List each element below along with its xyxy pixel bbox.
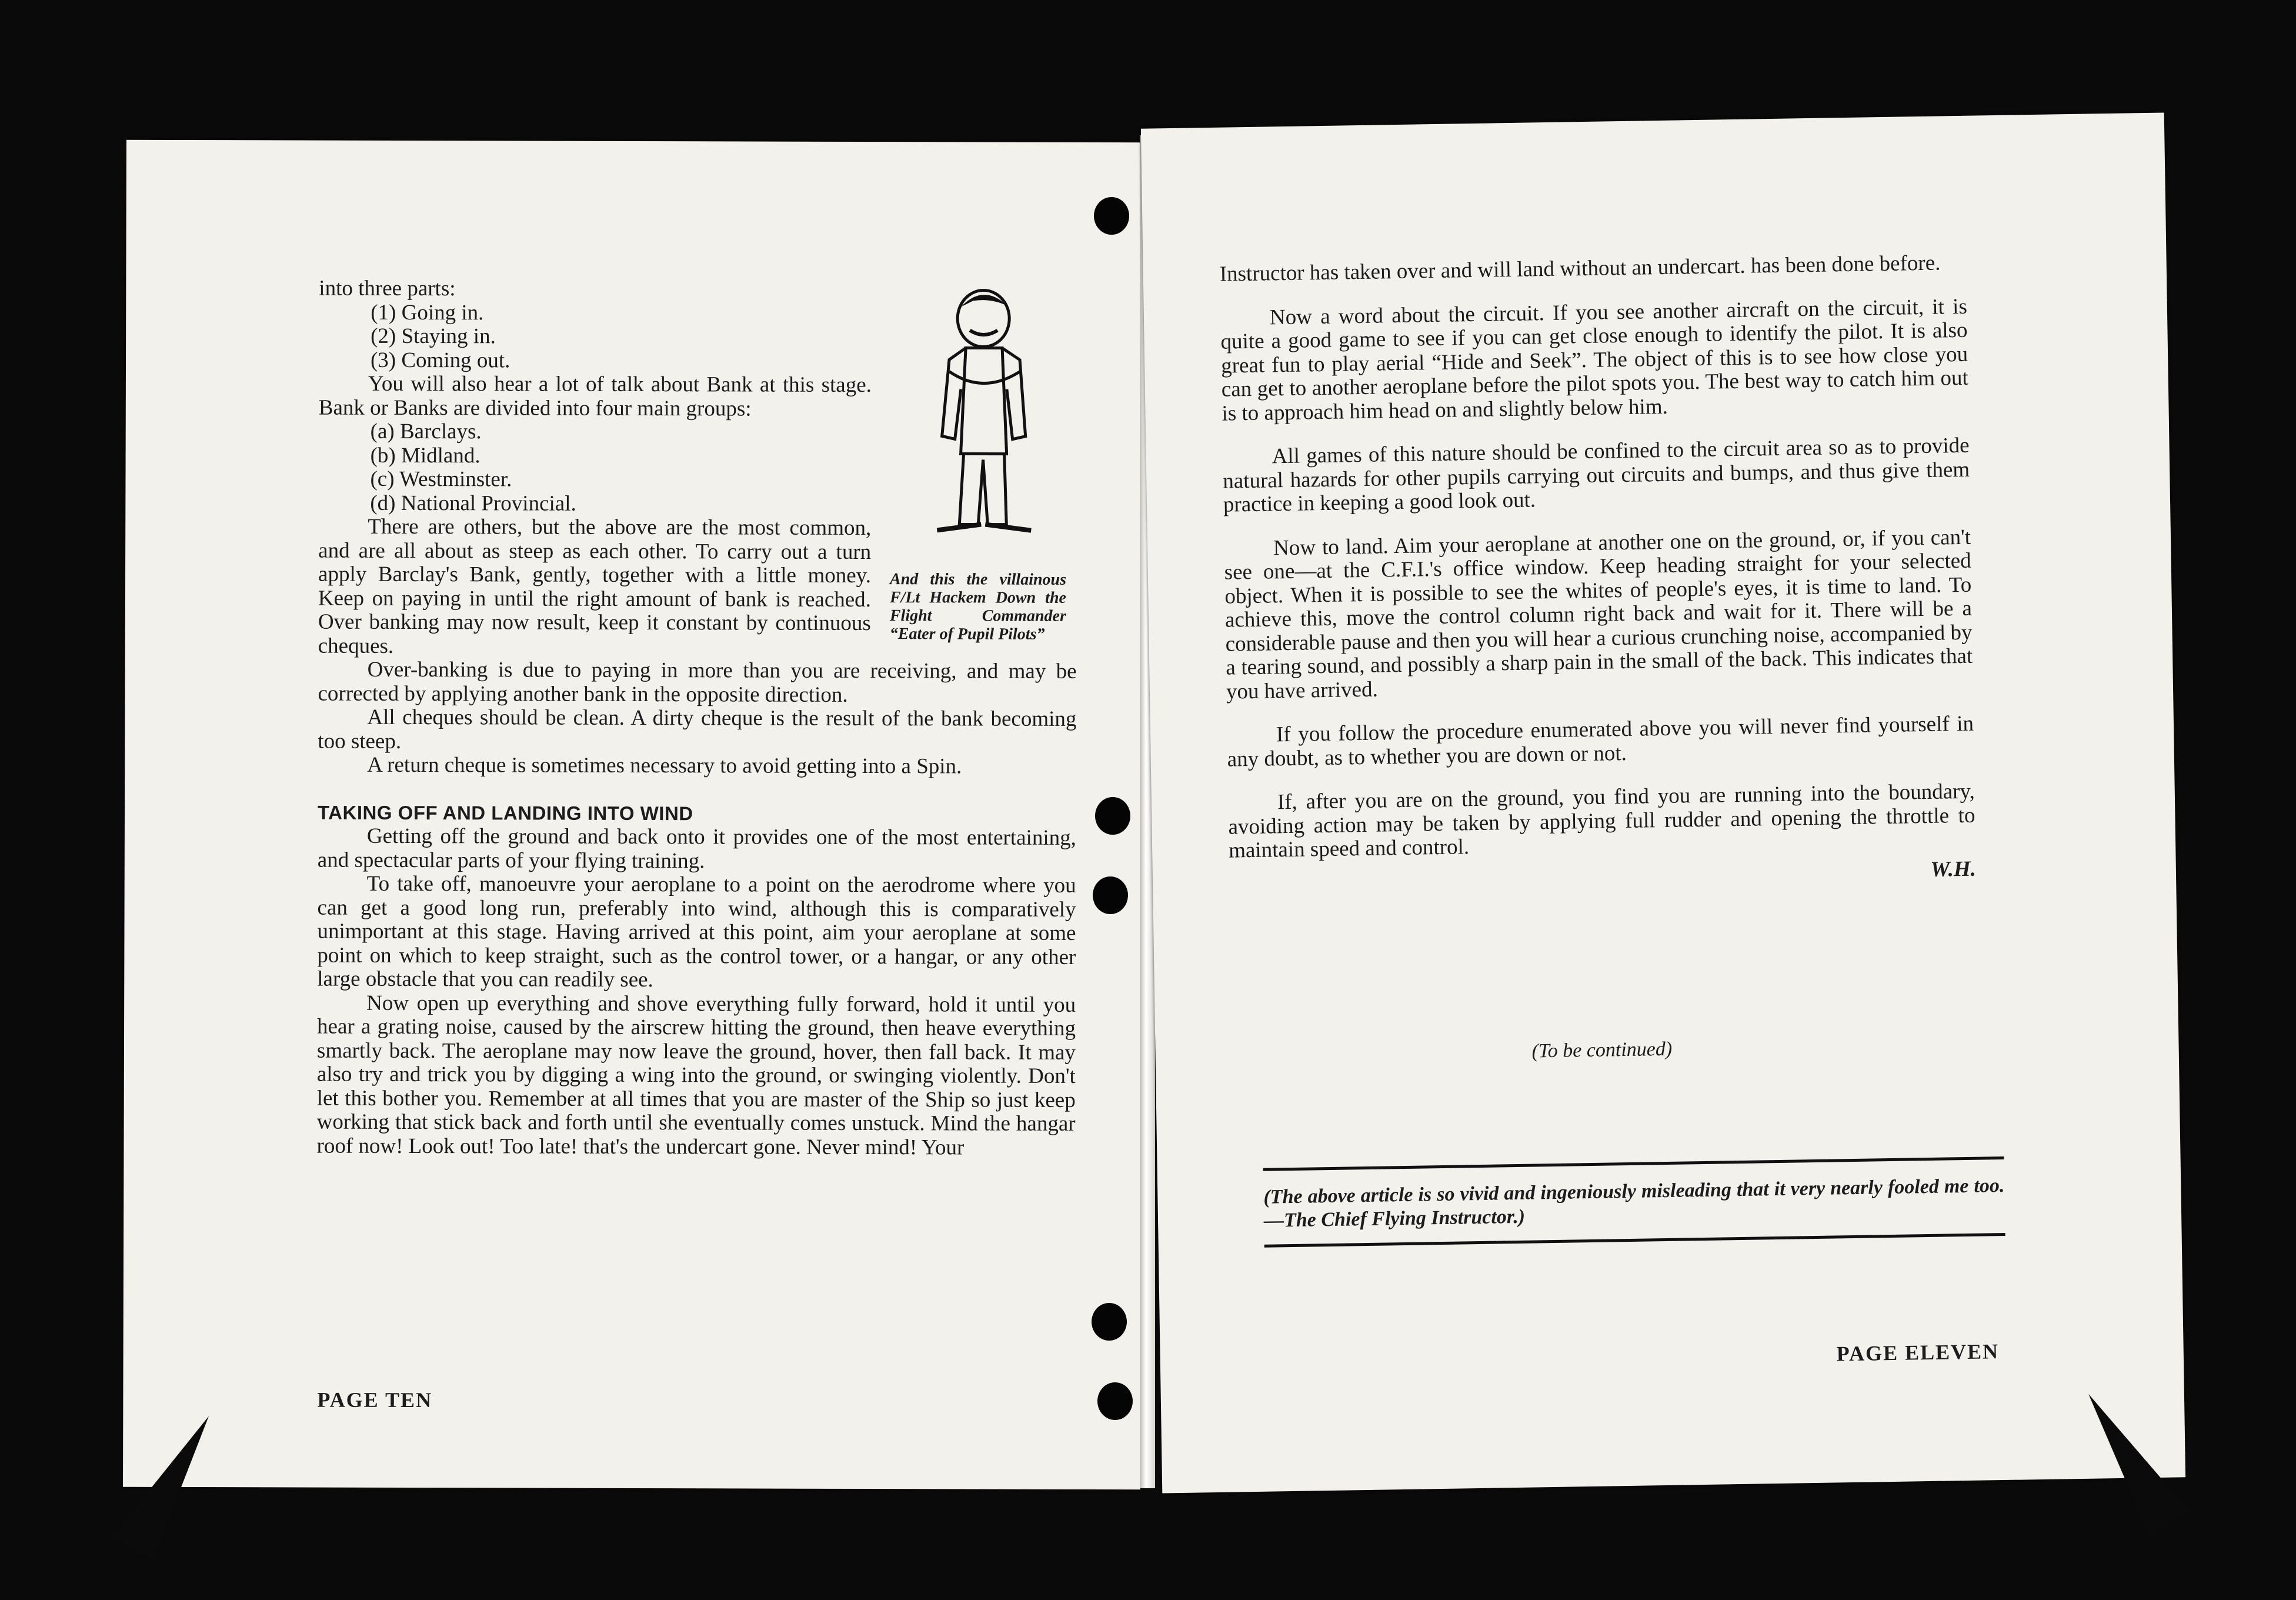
- others-paragraph: There are others, but the above are the most common, and are all about as steep as each other. To carry out a turn apply Barclay's Bank, gently, together with a little money. Keep on paying in until the right amount of bank is reached. Over banking may now result, keep it constant by continuous cheques.: [318, 514, 872, 658]
- editor-note: (The above article is so vivid and ingeniously misleading that it very nearly fooled me too.—The Chief Flying Instructor.): [1263, 1174, 2005, 1232]
- binding-hole: [1092, 1303, 1127, 1341]
- right-page: [1141, 112, 2185, 1493]
- games-paragraph: All games of this nature should be confined to the circuit area so as to provide natural hazards for other pupils carrying out circuits and bumps, and thus give them practice in keeping a good look out.: [1222, 433, 1970, 517]
- list-item: (b) Midland.: [370, 443, 480, 468]
- illustration-caption: And this the villainous F/Lt Hackem Down the Flight Commander “Eater of Pupil Pilots”: [889, 570, 1067, 644]
- list-item: (c) Westminster.: [370, 466, 512, 492]
- page-number: PAGE TEN: [317, 1388, 433, 1412]
- list-item: (a) Barclays.: [370, 419, 482, 444]
- landing-paragraph: Now to land. Aim your aeroplane at another one on the ground, or, if you can't see one—at the C.F.I.'s office window. Keep heading straight for your selected object. When it is possible to see the whites of people's eyes, it is time to land. To achieve this, move the control column right back and wait for it. There will be a considerable pause and then you will hear a curious crunching noise, accompanied by a tearing sound, and possibly a sharp pain in the small of the back. This indicates that you have arrived.: [1224, 525, 1973, 704]
- binding-hole: [1095, 797, 1130, 835]
- intro-text: into three parts:: [319, 276, 456, 301]
- cartoon-pilot-illustration: [913, 283, 1049, 536]
- to-be-continued: (To be continued): [1531, 1038, 1673, 1062]
- divider-bottom: [1264, 1233, 2005, 1248]
- getting-off-paragraph: Getting off the ground and back onto it provides one of the most entertaining, and spectacular parts of your flying training.: [317, 824, 1076, 873]
- section-heading: TAKING OFF AND LANDING INTO WIND: [317, 801, 693, 824]
- author-signature: W.H.: [1930, 856, 1977, 882]
- boundary-paragraph: If, after you are on the ground, you find you are running into the boundary, avoiding action may be taken by applying full rudder and opening the throttle to maintain speed and control.: [1228, 779, 1975, 863]
- procedure-paragraph: If you follow the procedure enumerated above you will never find yourself in any doubt, as to whether you are down or not.: [1227, 711, 1974, 772]
- binding-hole: [1093, 876, 1128, 914]
- list-item: (d) National Provincial.: [370, 491, 576, 516]
- divider-top: [1263, 1156, 2004, 1171]
- return-cheque-paragraph: A return cheque is sometimes necessary to avoid getting into a Spin.: [367, 752, 962, 779]
- bank-intro-paragraph: You will also hear a lot of talk about Bank at this stage. Bank or Banks are divided into four main groups:: [318, 371, 872, 421]
- right-column-text: [1219, 251, 1976, 913]
- binding-hole: [1097, 1382, 1133, 1420]
- list-item: (1) Going in.: [371, 300, 484, 325]
- list-item: (3) Coming out.: [370, 348, 510, 372]
- overbanking-paragraph: Over-banking is due to paying in more than you are receiving, and may be corrected by applying another bank in the opposite direction.: [318, 657, 1077, 707]
- instructor-paragraph: Instructor has taken over and will land without an undercart. has been done before.: [1219, 251, 1941, 286]
- left-page: [123, 140, 1144, 1490]
- binding-hole: [1094, 197, 1129, 235]
- circuit-paragraph: Now a word about the circuit. If you see another aircraft on the circuit, it is quite a good game to see if you can get close enough to identify the pilot. It is also great fun to play aerial “Hide and Seek”. The object of this is to see how close you can get to another aeroplane before the pilot spots you. The best way to catch him out is to approach him head on and slightly below him.: [1220, 294, 1969, 426]
- take-off-paragraph: To take off, manoeuvre your aeroplane to a point on the aerodrome where you can get a good long run, preferably into wind, although this is comparatively unimportant at this stage. Having arrived at this point, aim your aeroplane at some point on which to keep straight, such as the control tower, or a hangar, or any other large obstacle that you can readily see.: [317, 871, 1076, 992]
- open-up-paragraph: Now open up everything and shove everything fully forward, hold it until you hear a grating noise, caused by the airscrew hitting the ground, then heave everything smartly back. The aeroplane may now leave the ground, hover, then fall back. It may also try and trick you by digging a wing into the ground, or swinging violently. Don't let this bother you. Remember at all times that you are master of the Ship so just keep working that stick back and forth until she eventually comes unstuck. Mind the hangar roof now! Look out! Too late! that's the undercart gone. Never mind! Your: [316, 991, 1076, 1159]
- cheques-paragraph: All cheques should be clean. A dirty cheque is the result of the bank becoming too steep.: [318, 705, 1077, 754]
- page-number: PAGE ELEVEN: [1836, 1339, 2000, 1366]
- list-item: (2) Staying in.: [371, 324, 496, 349]
